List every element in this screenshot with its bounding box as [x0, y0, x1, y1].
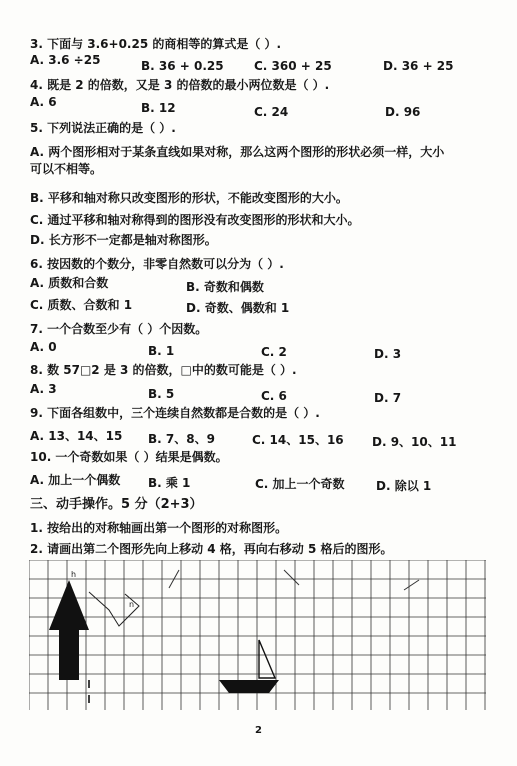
- page-number: 2: [255, 725, 262, 736]
- q9-option-c: C. 14、15、16: [252, 433, 344, 447]
- q3-option-b: B. 36 + 0.25: [141, 59, 224, 73]
- q5-stem: 5. 下列说法正确的是（ ）.: [30, 121, 176, 135]
- drawing-grid: [29, 560, 486, 710]
- q3-option-d: D. 36 + 25: [383, 59, 454, 73]
- q10-option-b: B. 乘 1: [148, 476, 191, 490]
- q5-option-b: B. 平移和轴对称只改变图形的形状，不能改变图形的大小。: [30, 191, 348, 205]
- grid-label-b: n: [129, 600, 135, 609]
- q5-option-a: A. 两个图形相对于某条直线如果对称，那么这两个图形的形状必须一样，大小: [30, 145, 445, 159]
- q3-option-c: C. 360 + 25: [254, 59, 332, 73]
- q7-option-b: B. 1: [148, 344, 175, 358]
- q4-stem: 4. 既是 2 的倍数，又是 3 的倍数的最小两位数是（ ）.: [30, 78, 330, 92]
- q6-option-c: C. 质数、合数和 1: [30, 298, 133, 312]
- q10-option-d: D. 除以 1: [376, 479, 432, 493]
- q7-option-c: C. 2: [261, 345, 287, 359]
- figure-1-mirror-sketch: [89, 592, 139, 626]
- q3-option-a: A. 3.6 ÷25: [30, 53, 101, 67]
- section-3-title: 三、动手操作。5 分（2+3）: [30, 497, 203, 512]
- q4-option-c: C. 24: [254, 105, 289, 119]
- q8-option-c: C. 6: [261, 389, 287, 403]
- q7-option-a: A. 0: [30, 340, 57, 354]
- grid-label-a: h: [71, 570, 77, 579]
- figure-2-boat: [219, 640, 279, 693]
- q9-stem: 9. 下面各组数中，三个连续自然数都是合数的是（ ）.: [30, 406, 320, 420]
- q5-option-c: C. 通过平移和轴对称得到的图形没有改变图形的形状和大小。: [30, 213, 360, 227]
- section-3-task-1: 1. 按给出的对称轴画出第一个图形的对称图形。: [30, 521, 288, 535]
- q4-option-a: A. 6: [30, 95, 57, 109]
- section-3-task-2: 2. 请画出第二个图形先向上移动 4 格，再向右移动 5 格后的图形。: [30, 542, 393, 556]
- q10-option-c: C. 加上一个奇数: [255, 477, 345, 491]
- q8-option-a: A. 3: [30, 382, 57, 396]
- q7-stem: 7. 一个合数至少有（ ）个因数。: [30, 322, 208, 336]
- q8-stem: 8. 数 57□2 是 3 的倍数，□中的数可能是（ ）.: [30, 363, 297, 377]
- q4-option-b: B. 12: [141, 101, 176, 115]
- q6-option-d: D. 奇数、偶数和 1: [186, 301, 290, 315]
- q7-option-d: D. 3: [374, 347, 402, 361]
- q6-option-a: A. 质数和合数: [30, 276, 109, 290]
- figure-1-arrow: [49, 580, 89, 680]
- pencil-marks: [169, 570, 419, 590]
- q9-option-d: D. 9、10、11: [372, 435, 457, 449]
- q5-option-a-cont: 可以不相等。: [30, 162, 103, 176]
- q8-option-b: B. 5: [148, 387, 175, 401]
- q10-stem: 10. 一个奇数如果（ ）结果是偶数。: [30, 450, 228, 464]
- q9-option-a: A. 13、14、15: [30, 429, 123, 443]
- q4-option-d: D. 96: [385, 105, 421, 119]
- q8-option-d: D. 7: [374, 391, 402, 405]
- q6-stem: 6. 按因数的个数分，非零自然数可以分为（ ）.: [30, 257, 284, 271]
- q6-option-b: B. 奇数和偶数: [186, 280, 264, 294]
- q10-option-a: A. 加上一个偶数: [30, 473, 121, 487]
- q5-option-d: D. 长方形不一定都是轴对称图形。: [30, 233, 217, 247]
- q9-option-b: B. 7、8、9: [148, 432, 215, 446]
- q3-stem: 3. 下面与 3.6+0.25 的商相等的算式是（ ）.: [30, 37, 282, 51]
